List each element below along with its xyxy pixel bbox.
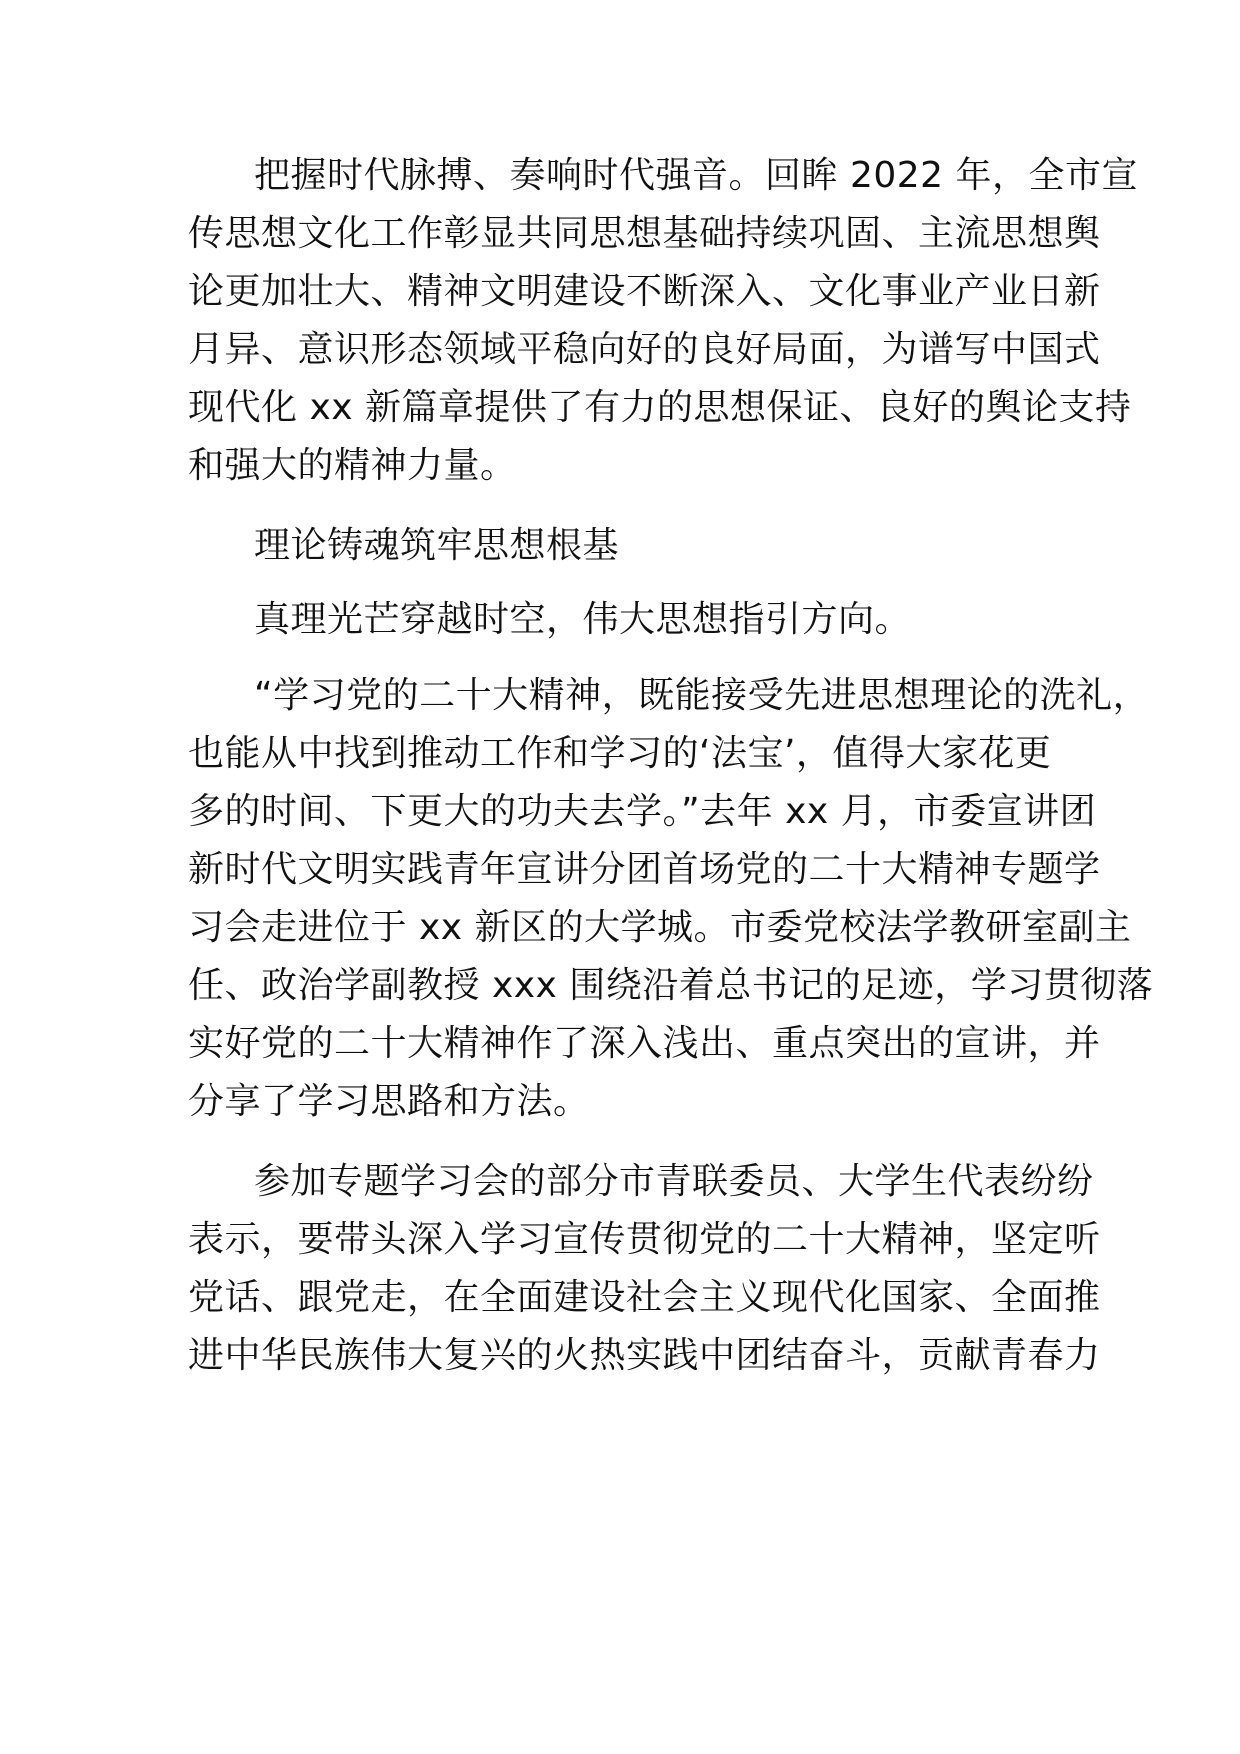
section-heading: 理论铸魂筑牢思想根基 (254, 525, 620, 566)
paragraph-1-line-3: 论更加壮大、精神文明建设不断深入、文化事业产业日新 (188, 271, 1101, 312)
paragraph-5-line-3: 党话、跟党走，在全面建设社会主义现代化国家、全面推 (188, 1277, 1101, 1318)
paragraph-3-line-1: 真理光芒穿越时空，伟大思想指引方向。 (254, 599, 912, 640)
paragraph-4-line-7: 实好党的二十大精神作了深入浅出、重点突出的宣讲，并 (188, 1023, 1101, 1064)
paragraph-4-line-5: 习会走进位于 xx 新区的大学城。市委党校法学教研室副主 (188, 907, 1132, 948)
paragraph-1-line-5: 现代化 xx 新篇章提供了有力的思想保证、良好的舆论支持 (188, 387, 1132, 428)
paragraph-4-line-2: 也能从中找到推动工作和学习的‘法宝’，值得大家花更 (188, 733, 1052, 774)
paragraph-5-line-2: 表示，要带头深入学习宣传贯彻党的二十大精神，坚定听 (188, 1219, 1101, 1260)
paragraph-1-line-1: 把握时代脉搏、奏响时代强音。回眸 2022 年，全市宣 (254, 155, 1139, 196)
paragraph-1-line-4: 月异、意识形态领域平稳向好的良好局面，为谱写中国式 (188, 329, 1101, 370)
paragraph-4-line-6: 任、政治学副教授 xxx 围绕沿着总书记的足迹，学习贯彻落 (188, 965, 1154, 1006)
paragraph-4-line-1: “学习党的二十大精神，既能接受先进思想理论的洗礼， (254, 675, 1150, 716)
paragraph-4-line-3: 多的时间、下更大的功夫去学。”去年 xx 月，市委宣讲团 (188, 791, 1097, 832)
paragraph-5-line-4: 进中华民族伟大复兴的火热实践中团结奋斗，贡献青春力 (188, 1335, 1101, 1376)
paragraph-1-line-2: 传思想文化工作彰显共同思想基础持续巩固、主流思想舆 (188, 213, 1101, 254)
paragraph-4-line-4: 新时代文明实践青年宣讲分团首场党的二十大精神专题学 (188, 849, 1101, 890)
paragraph-5-line-1: 参加专题学习会的部分市青联委员、大学生代表纷纷 (254, 1161, 1094, 1202)
paragraph-1-line-6: 和强大的精神力量。 (188, 445, 517, 486)
paragraph-4-line-8: 分享了学习思路和方法。 (188, 1081, 590, 1122)
